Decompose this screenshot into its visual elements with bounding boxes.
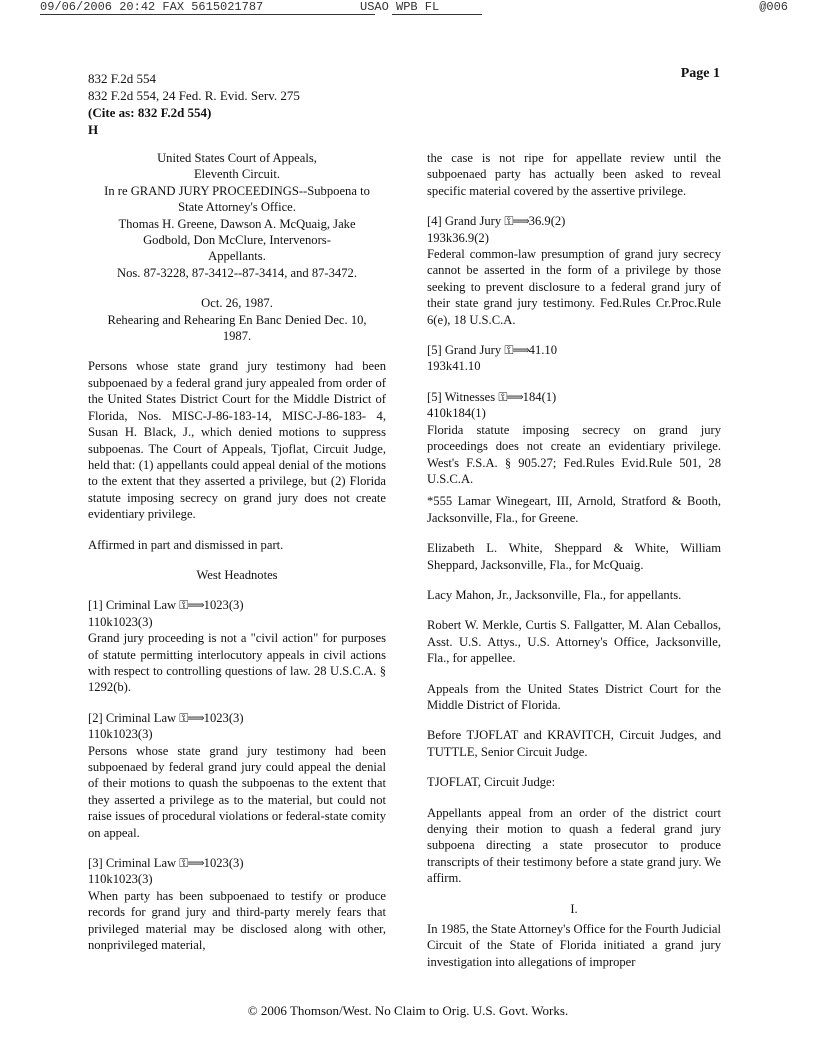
counsel-entry: *555 Lamar Winegeart, III, Arnold, Stratford & Booth, Jacksonville, Fla., for Greene.	[427, 494, 721, 525]
headnote-code: 193k41.10	[427, 359, 481, 374]
citation-block	[88, 70, 300, 138]
headnote-title: [5] Grand Jury	[427, 343, 502, 358]
rehearing-date: 1987.	[222, 329, 252, 344]
case-caption	[88, 150, 386, 281]
parties: Appellants.	[208, 249, 266, 264]
headnote-text: Federal common-law presumption of grand jury secrecy cannot be asserted in the form of a privilege by those seeking to prevent disclosure to a federal grand jury of their state grand jury testimony. Fed.Rules Cr.Proc.Rule 6(e), 18 U.S.C.A.	[427, 247, 721, 327]
headnote-text: Florida statute imposing secrecy on grand jury proceedings does not create an evidentiary privilege. West's F.S.A. § 905.27; Fed.Rules Evid.Rule 501, 28 U.S.C.A.	[427, 422, 721, 486]
headnote-key-number: 36.9(2)	[528, 214, 566, 229]
key-icon: ⚿⟹	[179, 710, 204, 725]
counsel-entry: Robert W. Merkle, Curtis S. Fallgatter, M. Alan Ceballos, Asst. U.S. Attys., U.S. Attorney's Office, Jacksonville, Fla., for appellee.	[427, 618, 721, 666]
parties: Thomas H. Greene, Dawson A. McQuaig, Jake	[118, 216, 356, 231]
opinion-text: In 1985, the State Attorney's Office for the Fourth Judicial Circuit of the State of Florida initiated a grand jury investigation into allegations of improper	[427, 922, 721, 969]
key-icon: ⚿⟹	[179, 856, 204, 871]
history-marker: H	[88, 122, 99, 137]
headnote-code: 193k36.9(2)	[427, 230, 489, 245]
headnote-code: 110k1023(3)	[88, 727, 153, 742]
headnote-text: When party has been subpoenaed to testify or produce records for grand jury and third-party merely fears that privileged material may be disclosed along with other, nonprivileged material,	[88, 888, 386, 953]
key-icon: ⚿⟹	[504, 343, 529, 358]
headnote-title: [3] Criminal Law	[88, 856, 177, 871]
headnote-key-number: 1023(3)	[203, 598, 244, 613]
headnote-title: [1] Criminal Law	[88, 598, 177, 613]
circuit-name: Eleventh Circuit.	[193, 167, 281, 182]
fax-rule	[40, 14, 375, 15]
fax-datetime: 09/06/2006 20:42 FAX 5615021787	[40, 0, 264, 14]
headnote-text: Persons whose state grand jury testimony had been subpoenaed by federal grand jury could appeal the denial of their motions to quash the subpoenas to the extent that they asserted a privilege as to the material, but could not raise issues of procedural violations or federal-state comity on appeal.	[88, 743, 386, 840]
case-title: In re GRAND JURY PROCEEDINGS--Subpoena to	[104, 183, 370, 198]
key-icon: ⚿⟹	[504, 214, 529, 229]
key-icon: ⚿⟹	[179, 598, 204, 613]
panel: Before TJOFLAT and KRAVITCH, Circuit Judges, and TUTTLE, Senior Circuit Judge.	[427, 728, 721, 759]
citation-line: 832 F.2d 554, 24 Fed. R. Evid. Serv. 275	[88, 88, 300, 103]
case-title: State Attorney's Office.	[178, 200, 296, 215]
headnote-code: 410k184(1)	[427, 406, 486, 421]
headnote-code: 110k1023(3)	[88, 614, 153, 629]
west-headnotes-title: West Headnotes	[196, 567, 278, 582]
counsel-entry: Elizabeth L. White, Sheppard & White, William Sheppard, Jacksonville, Fla., for McQuaig.	[427, 541, 721, 572]
headnote-key-number: 1023(3)	[203, 856, 244, 871]
court-name: United States Court of Appeals,	[157, 151, 317, 165]
headnote	[88, 597, 386, 695]
headnote	[427, 389, 721, 487]
opinion-author: TJOFLAT, Circuit Judge:	[427, 775, 556, 790]
decision-date: Oct. 26, 1987.	[201, 296, 273, 311]
fax-header	[40, 0, 816, 16]
headnote-key-number: 41.10	[528, 343, 557, 358]
headnote-code: 110k1023(3)	[88, 872, 153, 887]
fax-rule	[392, 14, 482, 15]
counsel-entry: Lacy Mahon, Jr., Jacksonville, Fla., for appellants.	[427, 587, 682, 602]
headnote	[427, 342, 721, 375]
headnote-key-number: 1023(3)	[203, 710, 244, 725]
page-number: Page 1	[680, 66, 720, 81]
headnote	[88, 855, 386, 953]
citation-line: 832 F.2d 554	[88, 71, 156, 86]
decision-dates	[88, 295, 386, 344]
synopsis: Persons whose state grand jury testimony had been subpoenaed by a federal grand jury appealed from order of the United States District Court for the Middle District of Florida, Nos. MISC-J-86-183-14, MISC-J-86-183- 4, Susan H. Black, J., which denied motions to suppress subpoenas. The Court of Appeals, Tjoflat, Circuit Judge, held that: (1) appellants could appeal denial of the motions to the extent that they asserted a privilege, but (2) Florida statute imposing secrecy on grand jury does not create evidentiary privilege.	[88, 359, 386, 522]
docket-numbers: Nos. 87-3228, 87-3412--87-3414, and 87-3472.	[117, 265, 357, 280]
appeal-origin: Appeals from the United States District Court for the Middle District of Florida.	[427, 681, 721, 712]
section-heading: I.	[570, 901, 578, 916]
headnote-text: Grand jury proceeding is not a "civil action" for purposes of statute permitting interlocutory appeals in civil actions with respect to controlling questions of law. 28 U.S.C.A. § 1292(b).	[88, 631, 386, 695]
headnote-title: [2] Criminal Law	[88, 710, 177, 725]
headnote-key-number: 184(1)	[522, 389, 557, 404]
parties: Godbold, Don McClure, Intervenors-	[143, 233, 331, 248]
cite-as: (Cite as: 832 F.2d 554)	[88, 105, 212, 120]
rehearing-date: Rehearing and Rehearing En Banc Denied Dec. 10,	[107, 312, 367, 327]
opinion-intro: Appellants appeal from an order of the district court denying their motion to quash a federal grand jury subpoena directing a state prosecutor to produce transcripts of their testimony before a state grand jury. We affirm.	[427, 805, 721, 886]
headnote	[427, 213, 721, 328]
copyright-footer: © 2006 Thomson/West. No Claim to Orig. U.S. Govt. Works.	[247, 1003, 569, 1018]
fax-page-code: @006	[759, 0, 788, 14]
disposition: Affirmed in part and dismissed in part.	[88, 537, 284, 552]
headnote-title: [4] Grand Jury	[427, 214, 502, 229]
headnote-title: [5] Witnesses	[427, 389, 496, 404]
fax-destination: USAO WPB FL	[360, 0, 440, 14]
key-icon: ⚿⟹	[498, 389, 523, 404]
headnote	[88, 710, 386, 841]
headnote-continuation: the case is not ripe for appellate review until the subpoenaed party has actually been asked to reveal specific material covered by the assertive privilege.	[427, 151, 721, 198]
left-column	[88, 150, 386, 953]
right-column	[427, 150, 721, 970]
